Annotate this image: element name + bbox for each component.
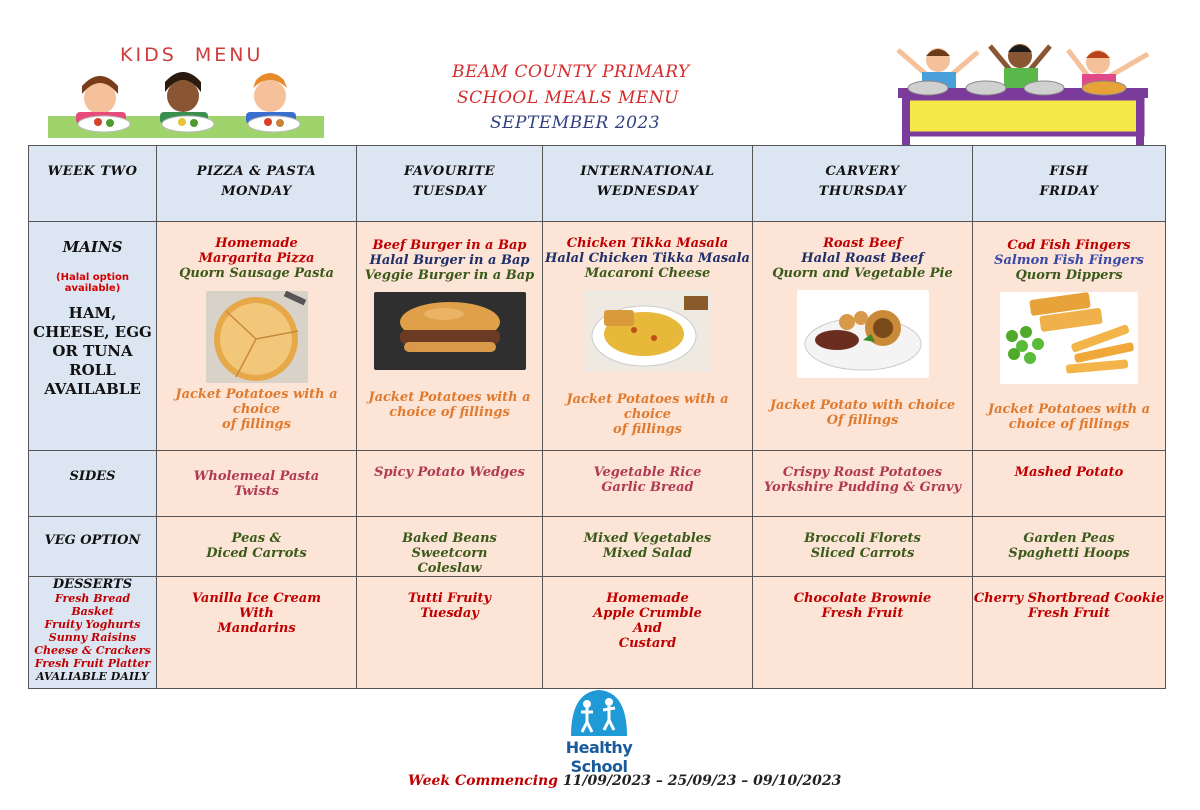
dessert-item: Mandarins — [217, 621, 296, 636]
veg-wednesday — [543, 517, 753, 577]
sides-label: SIDES — [69, 469, 116, 484]
daily-dessert: Sunny Raisins — [48, 631, 137, 644]
sides-row — [29, 451, 1166, 517]
main-dish: Beef Burger in a Bap — [372, 238, 527, 253]
school-name-title: BEAM COUNTY PRIMARY — [452, 62, 690, 82]
mains-label: MAINS — [62, 238, 123, 256]
veg-label: VEG OPTION — [44, 533, 141, 548]
veg-dish: Broccoli Florets — [804, 531, 921, 546]
veg-dish: Diced Carrots — [206, 546, 307, 561]
day-name: FRIDAY — [1039, 184, 1099, 199]
main-dish: Cod Fish Fingers — [1007, 238, 1131, 253]
day-theme: INTERNATIONAL — [580, 164, 715, 179]
main-dish: Macaroni Cheese — [584, 266, 711, 281]
main-dish: Quorn and Vegetable Pie — [772, 266, 953, 281]
veg-dish: Spaghetti Hoops — [1008, 546, 1130, 561]
day-theme: FISH — [1049, 164, 1089, 179]
side-dish: Garlic Bread — [601, 480, 694, 495]
jacket-potato-option: choice of fillings — [389, 405, 510, 420]
dessert-item: Vanilla Ice Cream — [192, 591, 321, 606]
day-header-thursday — [753, 146, 973, 222]
veg-dish: Baked Beans — [402, 531, 497, 546]
dessert-thursday — [753, 577, 973, 689]
desserts-label: DESSERTS — [52, 577, 133, 592]
main-dish: Margarita Pizza — [198, 251, 315, 266]
daily-dessert: Fruity Yoghurts — [44, 618, 141, 631]
main-dish: Quorn Dippers — [1015, 268, 1123, 283]
fish-fingers-photo — [1000, 292, 1138, 384]
sides-label-cell — [29, 451, 157, 517]
week-label — [29, 146, 157, 222]
main-dish: Homemade — [215, 236, 298, 251]
jacket-potato-option: Jacket Potatoes with a choice — [566, 392, 729, 422]
week-commencing-dates: 11/09/2023 – 25/09/23 – 09/10/2023 — [562, 773, 842, 789]
jacket-potato-option: of fillings — [222, 417, 291, 432]
main-dish: Roast Beef — [823, 236, 902, 251]
veg-thursday — [753, 517, 973, 577]
main-dish: Veggie Burger in a Bap — [364, 268, 535, 283]
halal-note: (Halal option available) — [56, 272, 129, 294]
veg-dish: Garden Peas — [1023, 531, 1115, 546]
veg-dish: Mixed Salad — [602, 546, 693, 561]
side-dish: Yorkshire Pudding & Gravy — [763, 480, 962, 495]
menu-table — [28, 145, 1166, 689]
day-name: TUESDAY — [412, 184, 487, 199]
day-theme: PIZZA & PASTA — [196, 164, 317, 179]
meals-menu-title: SCHOOL MEALS MENU — [457, 88, 679, 108]
days-header-row — [29, 146, 1166, 222]
veg-monday — [157, 517, 357, 577]
mains-tuesday — [357, 222, 543, 451]
veg-friday — [973, 517, 1166, 577]
mains-friday — [973, 222, 1166, 451]
sides-wednesday — [543, 451, 753, 517]
daily-dessert: Basket — [71, 605, 114, 618]
main-dish: Halal Burger in a Bap — [369, 253, 530, 268]
dessert-item: Tuesday — [420, 606, 479, 621]
jacket-potato-option: choice of fillings — [1008, 417, 1130, 432]
kids-menu-illustration — [48, 42, 324, 138]
roll-note: HAM, CHEESE, EGG OR TUNA ROLL AVAILABLE — [33, 304, 152, 398]
day-header-wednesday — [543, 146, 753, 222]
healthy-school-text: Healthy School — [565, 738, 633, 776]
sides-tuesday — [357, 451, 543, 517]
sides-friday — [973, 451, 1166, 517]
roast-beef-photo — [797, 290, 929, 378]
main-dish: Halal Roast Beef — [801, 251, 924, 266]
week-commencing — [408, 773, 841, 789]
main-dish: Quorn Sausage Pasta — [179, 266, 334, 281]
dessert-item: Tutti Fruity — [407, 591, 492, 606]
mains-row — [29, 222, 1166, 451]
children-serving-food-icon — [878, 40, 1164, 146]
side-dish: Twists — [233, 484, 280, 499]
veg-label-cell — [29, 517, 157, 577]
day-name: THURSDAY — [818, 184, 907, 199]
dessert-monday — [157, 577, 357, 689]
main-dish: Chicken Tikka Masala — [566, 236, 729, 251]
veg-dish: Coleslaw — [417, 561, 482, 576]
jacket-potato-option: Jacket Potatoes with a choice — [175, 387, 338, 417]
day-theme: FAVOURITE — [403, 164, 496, 179]
dessert-item: Apple Crumble — [593, 606, 702, 621]
jacket-potato-option: Jacket Potatoes with a — [368, 390, 531, 405]
sides-monday — [157, 451, 357, 517]
veg-dish: Sweetcorn — [411, 546, 488, 561]
veg-row — [29, 517, 1166, 577]
available-daily-label: AVALIABLE DAILY — [36, 670, 149, 683]
daily-dessert: Cheese & Crackers — [34, 644, 151, 657]
side-dish: Mashed Potato — [1014, 465, 1124, 480]
healthy-school-icon — [567, 688, 631, 736]
desserts-row — [29, 577, 1166, 689]
day-header-monday — [157, 146, 357, 222]
pizza-photo — [206, 291, 308, 383]
jacket-potato-option: Of fillings — [826, 413, 899, 428]
healthy-school-logo — [536, 688, 662, 776]
daily-dessert: Fresh Bread — [54, 592, 131, 605]
veg-dish: Sliced Carrots — [810, 546, 915, 561]
day-theme: CARVERY — [825, 164, 900, 179]
veg-dish: Peas & — [231, 531, 282, 546]
mains-wednesday — [543, 222, 753, 451]
side-dish: Crispy Roast Potatoes — [782, 465, 943, 480]
jacket-potato-option: of fillings — [613, 422, 682, 437]
veg-tuesday — [357, 517, 543, 577]
kids-menu-label: KIDS MENU — [120, 44, 264, 66]
side-dish: Wholemeal Pasta — [193, 469, 320, 484]
burger-photo — [374, 292, 526, 370]
dessert-item: Fresh Fruit — [1028, 606, 1110, 621]
side-dish: Spicy Potato Wedges — [374, 465, 525, 480]
day-name: MONDAY — [221, 184, 292, 199]
jacket-potato-option: Jacket Potatoes with a — [987, 402, 1151, 417]
dessert-item: Homemade — [606, 591, 689, 606]
side-dish: Vegetable Rice — [593, 465, 702, 480]
week-commencing-label: Week Commencing — [408, 773, 558, 789]
day-header-friday — [973, 146, 1166, 222]
mains-monday — [157, 222, 357, 451]
month-title: SEPTEMBER 2023 — [490, 113, 661, 133]
main-dish: Halal Chicken Tikka Masala — [545, 251, 750, 266]
dessert-item: With — [239, 606, 274, 621]
macaroni-cheese-photo — [584, 290, 712, 372]
dessert-item: Custard — [618, 636, 677, 651]
children-eating-icon — [48, 72, 324, 138]
mains-label-cell — [29, 222, 157, 451]
dessert-item: Fresh Fruit — [821, 606, 904, 621]
dessert-item: Chocolate Brownie — [793, 591, 932, 606]
sides-thursday — [753, 451, 973, 517]
daily-dessert: Fresh Fruit Platter — [34, 657, 151, 670]
dessert-wednesday — [543, 577, 753, 689]
day-header-tuesday — [357, 146, 543, 222]
week-label-text: WEEK TWO — [47, 164, 138, 179]
veg-dish: Mixed Vegetables — [583, 531, 712, 546]
dessert-item: Cherry Shortbread Cookie — [973, 591, 1165, 606]
main-dish: Salmon Fish Fingers — [994, 253, 1144, 268]
jacket-potato-option: Jacket Potato with choice — [769, 398, 956, 413]
desserts-label-cell — [29, 577, 157, 689]
dessert-friday — [973, 577, 1166, 689]
dessert-tuesday — [357, 577, 543, 689]
day-name: WEDNESDAY — [596, 184, 699, 199]
dessert-item: And — [633, 621, 662, 636]
mains-thursday — [753, 222, 973, 451]
